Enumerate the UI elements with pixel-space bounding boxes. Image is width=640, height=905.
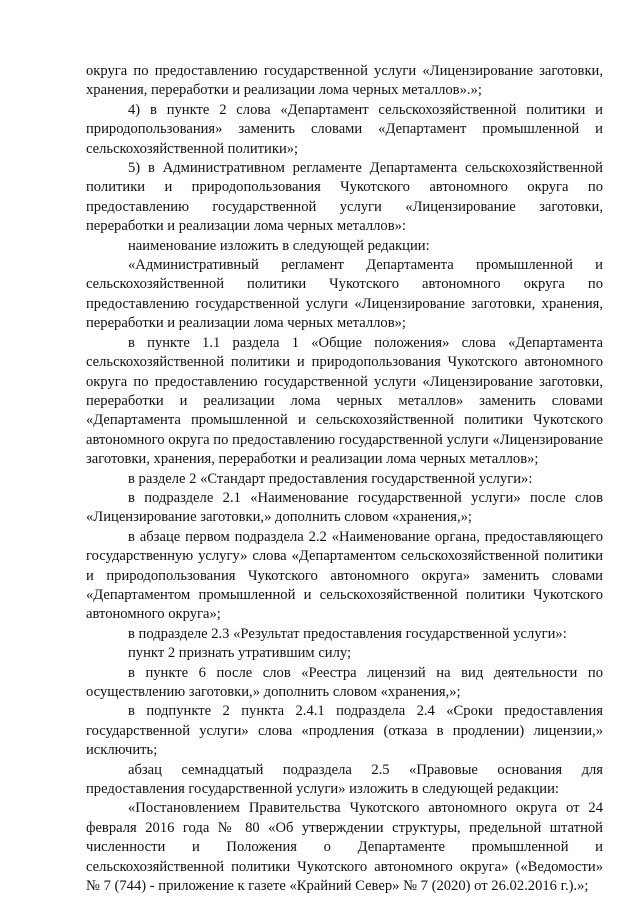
paragraph: абзац семнадцатый подраздела 2.5 «Правовые основания для предоставления государственной услуги» изложить в следующей редакции: (86, 761, 603, 798)
paragraph: округа по предоставлению государственной услуги «Лицензирование заготовки, хранения, переработки и реализации лома черных металлов».»; (86, 63, 603, 99)
paragraph: в подразделе 2.3 «Результат предоставления государственной услуги»: (128, 625, 567, 642)
paragraph: 4) в пункте 2 слова «Департамент сельскохозяйственной политики и природопользования» заменить словами «Департамент промышленной и сельскохозяйственной политики»; (86, 101, 603, 157)
paragraph: пункт 2 признать утратившим силу; (128, 645, 352, 662)
paragraph: «Административный регламент Департамента промышленной и сельскохозяйственной политики Чукотского автономного округа по предоставлению государственной услуги «Лицензирование заготовки, хранения, переработки и реализации лома черных металлов»; (86, 257, 603, 332)
paragraph: «Постановлением Правительства Чукотского автономного округа от 24 февраля 2016 года № 80 «Об утверждении структуры, предельной штатной численности и Положения о Департаменте промышленной и сельскохозяйственной политики Чукотского автономного округа» («Ведомости» № 7 (744) - приложение к газете «Крайний Север» № 7 (2020) от 26.02.2016 г.).»; (86, 800, 603, 895)
paragraph: в подразделе 2.1 «Наименование государственной услуги» после слов «Лицензирование заготовки,» дополнить словом «хранения,»; (86, 489, 603, 526)
paragraph: в пункте 6 после слов «Реестра лицензий на вид деятельности по осуществлению заготовки,» дополнить словом «хранения,»; (86, 664, 603, 700)
paragraph: в абзаце первом подраздела 2.2 «Наименование органа, предоставляющего государственную услугу» слова «Департаментом сельскохозяйственной политики и природопользования Чукотского автономного округа» заменить словами «Департаментом промышленной и сельскохозяйственной политики Чукотского автономного округа»; (86, 528, 603, 623)
document-page (86, 62, 603, 896)
paragraph: наименование изложить в следующей редакции: (128, 237, 430, 254)
paragraph: в разделе 2 «Стандарт предоставления государственной услуги»: (128, 470, 533, 487)
paragraph: в подпункте 2 пункта 2.4.1 подраздела 2.4 «Сроки предоставления государственной услуги» слова «продления (отказа в продлении) лицензии,» исключить; (86, 703, 603, 759)
paragraph: 5) в Административном регламенте Департамента сельскохозяйственной политики и природопользования Чукотского автономного округа по предоставлению государственной услуги «Лицензирование заготовки, переработки и реализации лома черных металлов»: (86, 160, 603, 235)
paragraph: в пункте 1.1 раздела 1 «Общие положения» слова «Департамента сельскохозяйственной политики и природопользования Чукотского автономного округа по предоставлению государственной услуги «Лицензирование заготовки, переработки и реализации лома черных металлов» заменить словами «Департамента промышленной и сельскохозяйственной политики Чукотского автономного округа по предоставлению государственной услуги «Лицензирование заготовки, хранения, переработки и реализации лома черных металлов»; (86, 334, 603, 468)
